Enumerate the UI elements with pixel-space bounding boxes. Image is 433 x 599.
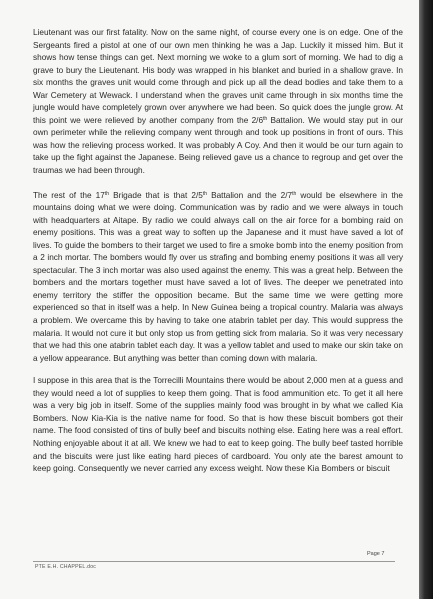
ordinal-suffix: th: [263, 115, 268, 122]
paragraph-2-text-b: Brigade that is that 2/5: [109, 190, 203, 200]
document-body: [33, 27, 403, 486]
paragraph-3-text: I suppose in this area that is the Torrecilli Mountains there would be about 2,000 men at a guess and they would need a lot of supplies to keep them going. That is food ammunition etc. To get it all here was a very big job in itself. Some of the supplies mainly food was brought in by what we called Kia Bombers. Now Kia-Kia is the native name for food. So that is how these biscuit bombers got their name. The food consisted of tins of bully beef and biscuits nothing else. Eating here was a real effort. Nothing enjoyable about it at all. We knew we had to eat to keep going. The bully beef tasted horrible and the biscuits were just like eating hard pieces of cardboard. You only ate the barest amount to keep going. Consequently we never carried any excess weight. Now these Kia Bombers or biscuit: [33, 376, 403, 474]
footer-filename: PTE E.H. CHAPPEL.doc: [35, 564, 97, 570]
paragraph-1: [33, 27, 403, 178]
ordinal-suffix: th: [292, 190, 297, 197]
paragraph-3: [33, 375, 403, 475]
paragraph-1-text-rest: Battalion. We would stay put in our own perimeter while the relieving company went through and took up positions in front of ours. This was how the relieving process worked. It was probably A Coy. And then it would be our turn again to take up the fight against the Japanese. Being relieved gave us a chance to regroup and get over the traumas we had been through.: [33, 115, 404, 176]
page-number: Page 7: [367, 551, 385, 557]
paragraph-1-text: Lieutenant was our first fatality. Now on the same night, of course every one is on edge. One of the Sergeants fired a pistol at one of our own men thinking he was a Jap. Luckily it missed him. But it shows how tense things can get. Next morning we woke to a glum sort of morning. We had to dig a grave to bury the Lieutenant. His body was wrapped in his blanket and buried in a shallow grave. In six months the graves unit would come through and pick up all the dead bodies and take them to a War Cemetery at Wewack. I understand when the graves unit came through in six months time the jungle would have completely grown over anywhere we had been. So quick does the jungle grow. At this point we were relieved by another company from the 2/6: [33, 28, 403, 125]
paragraph-2: [33, 190, 403, 366]
ordinal-suffix: th: [104, 190, 110, 197]
paragraph-2-text-a: The rest of the 17: [33, 190, 105, 200]
scan-edge-shadow: [419, 0, 433, 599]
footer-divider: [33, 561, 395, 562]
paragraph-2-text-c: Battalion and the 2/7: [207, 190, 293, 200]
paragraph-2-text-d: would be elsewhere in the mountains doing what we were doing. Communication was by radio and we were always in touch with headquarters at Aitape. By radio we could always call on the air force for a bombing raid on enemy positions. This was a great way to soften up the Japanese and it must have saved a lot of lives. To guide the bombers to their target we used to fire a smoke bomb into the enemy position from a 2 inch mortar. The bombers would fly over us strafing and bombing enemy positions it was all very spectacular. The 3 inch mortar was also used against the enemy. This was a great help. Between the bombers and the mortars together must have saved a lot of lives. The deeper we penetrated into enemy territory the stiffer the opposition became. But the same time we were getting more experienced so that in itself was a help. In New Guinea being a tropical country. Malaria was always a problem. We overcame this by having to take one atabrin tablet per day. This would suppress the malaria. It would not cure it but only stop us from getting sick from malaria. So it was very necessary that we had this one atabrin tablet each day. It was a yellow tablet and used to make our skin take on a yellow appearance. But anything was better than coming down with malaria.: [33, 190, 403, 363]
ordinal-suffix: th: [202, 190, 207, 197]
